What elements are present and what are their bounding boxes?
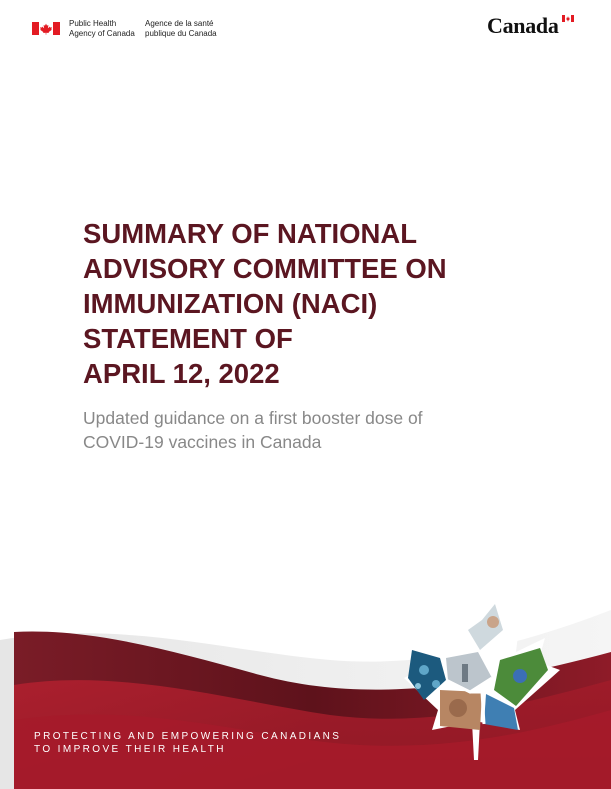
document-subtitle bbox=[83, 406, 553, 454]
title-line: APRIL 12, 2022 bbox=[83, 358, 280, 389]
subtitle-line: Updated guidance on a first booster dose of bbox=[83, 408, 423, 428]
document-title bbox=[83, 216, 553, 391]
subtitle-line: COVID-19 vaccines in Canada bbox=[83, 432, 322, 452]
agency-fr-line-1: Agence de la santé bbox=[145, 19, 214, 28]
title-line: ADVISORY COMMITTEE ON bbox=[83, 253, 447, 284]
title-line: IMMUNIZATION (NACI) bbox=[83, 288, 378, 319]
wordmark-flag-icon bbox=[562, 15, 574, 22]
tagline-line: PROTECTING AND EMPOWERING CANADIANS bbox=[34, 731, 342, 742]
agency-name-english bbox=[69, 19, 135, 38]
footer-wave-banner bbox=[0, 590, 611, 789]
title-line: STATEMENT OF bbox=[83, 323, 293, 354]
title-line: SUMMARY OF NATIONAL bbox=[83, 218, 418, 249]
agency-fr-line-2: publique du Canada bbox=[145, 28, 217, 38]
footer-tagline bbox=[34, 731, 341, 756]
canada-flag-icon bbox=[32, 22, 60, 35]
tagline-line: TO IMPROVE THEIR HEALTH bbox=[34, 743, 226, 755]
agency-name-french bbox=[145, 19, 217, 38]
canada-wordmark: Canada bbox=[487, 13, 559, 38]
header bbox=[0, 0, 611, 50]
agency-en-line-2: Agency of Canada bbox=[69, 28, 135, 38]
agency-en-line-1: Public Health bbox=[69, 19, 117, 28]
